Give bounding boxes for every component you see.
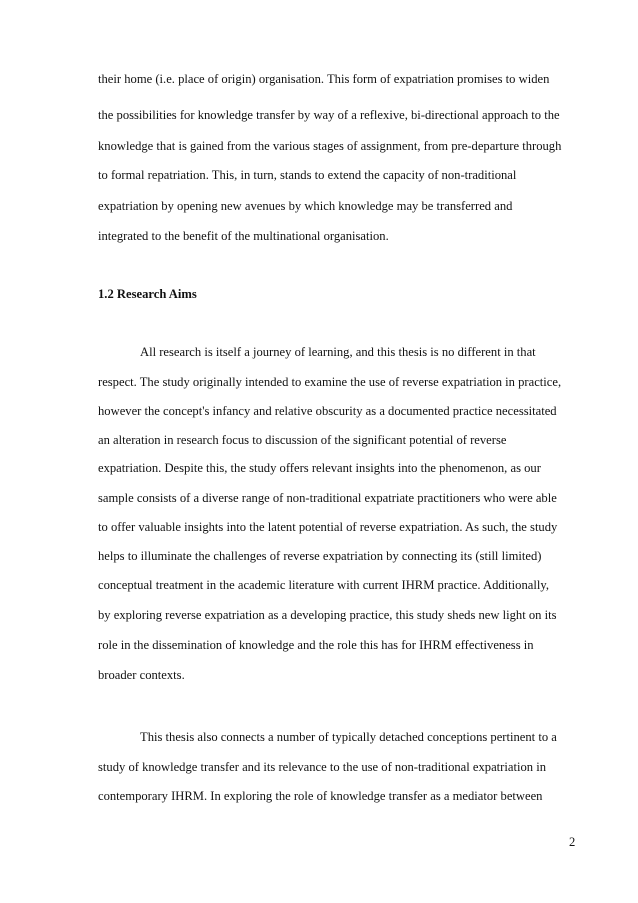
text-line: an alteration in research focus to discussion of the significant potential of reverse [98,433,507,447]
text-line: contemporary IHRM. In exploring the role of knowledge transfer as a mediator between [98,789,543,803]
text-line: to formal repatriation. This, in turn, stands to extend the capacity of non-traditional [98,168,517,182]
text-line: knowledge that is gained from the various stages of assignment, from pre-departure through [98,139,562,153]
text-line: study of knowledge transfer and its relevance to the use of non-traditional expatriation in [98,760,546,774]
text-line: All research is itself a journey of learning, and this thesis is no different in that [140,345,536,359]
text-line: expatriation. Despite this, the study offers relevant insights into the phenomenon, as our [98,461,541,475]
text-line: by exploring reverse expatriation as a developing practice, this study sheds new light on its [98,608,557,622]
section-heading: 1.2 Research Aims [98,287,197,301]
text-line: to offer valuable insights into the latent potential of reverse expatriation. As such, the study [98,520,558,534]
text-line: however the concept's infancy and relative obscurity as a documented practice necessitated [98,404,557,418]
text-line: broader contexts. [98,668,185,682]
page-number: 2 [569,835,576,849]
text-line: This thesis also connects a number of typically detached conceptions pertinent to a [140,730,557,744]
text-line: expatriation by opening new avenues by which knowledge may be transferred and [98,199,513,213]
text-line: respect. The study originally intended to examine the use of reverse expatriation in practice, [98,375,562,389]
text-line: integrated to the benefit of the multinational organisation. [98,229,389,243]
text-line: helps to illuminate the challenges of reverse expatriation by connecting its (still limited) [98,549,542,563]
text-line: conceptual treatment in the academic literature with current IHRM practice. Additionally, [98,578,549,592]
text-line: their home (i.e. place of origin) organisation. This form of expatriation promises to widen [98,72,550,86]
text-line: the possibilities for knowledge transfer by way of a reflexive, bi-directional approach to the [98,108,560,122]
text-line: sample consists of a diverse range of non-traditional expatriate practitioners who were able [98,491,557,505]
text-line: role in the dissemination of knowledge and the role this has for IHRM effectiveness in [98,638,534,652]
